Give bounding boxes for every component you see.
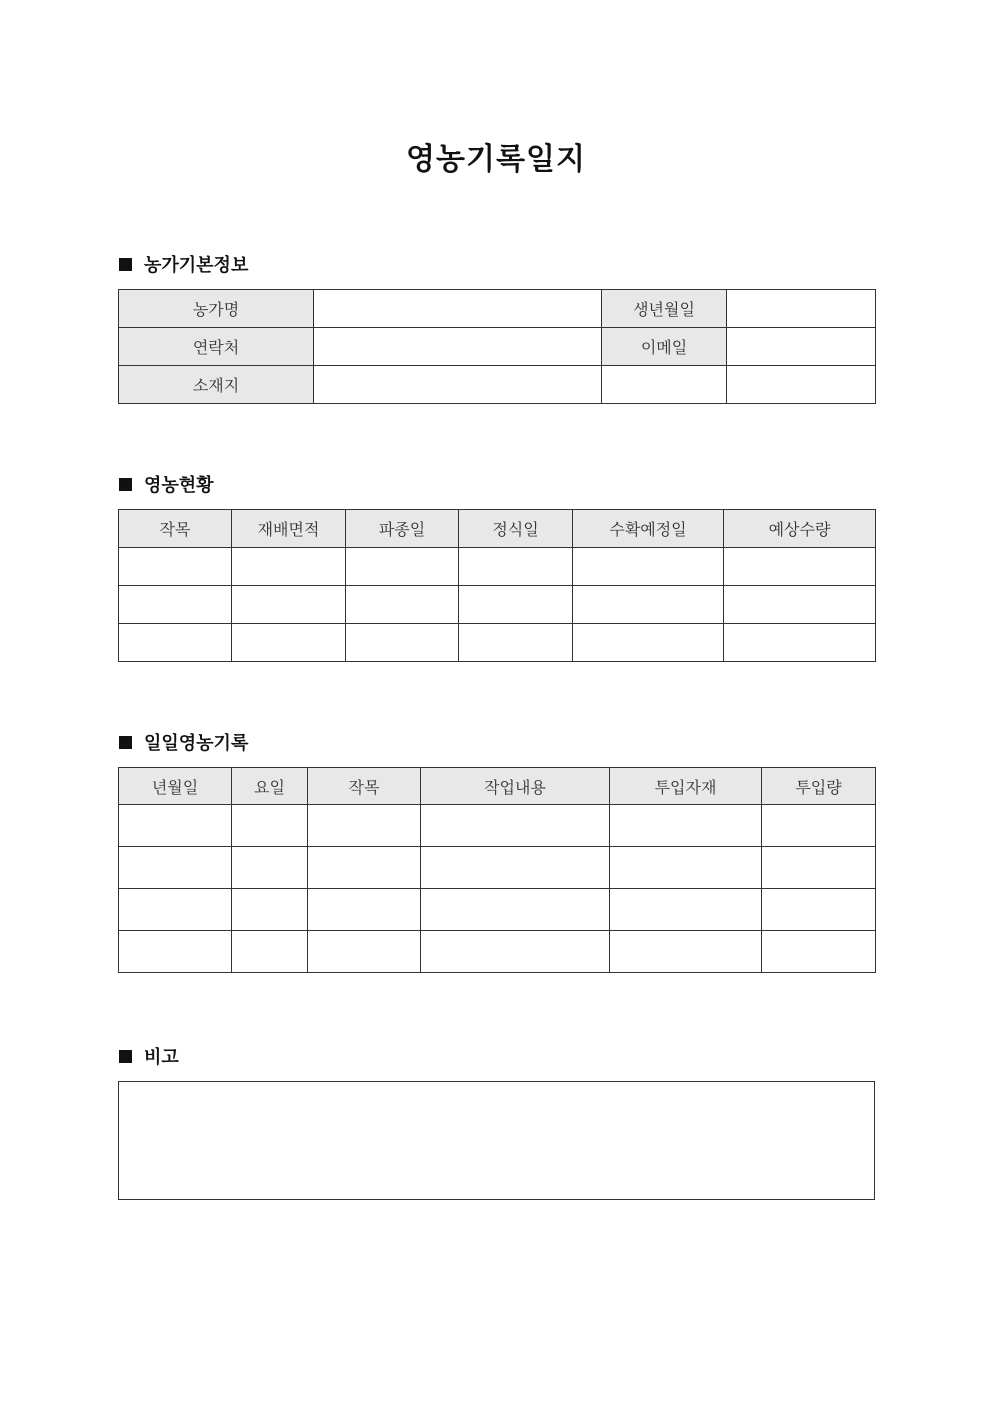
table-cell[interactable] [610, 931, 762, 973]
table-cell[interactable] [119, 931, 232, 973]
table-cell[interactable] [459, 586, 573, 624]
table-cell[interactable] [459, 624, 573, 662]
table-cell[interactable] [762, 847, 876, 889]
column-header: 재배면적 [232, 510, 346, 548]
square-bullet-icon [119, 1050, 132, 1063]
table-cell[interactable] [119, 847, 232, 889]
column-header: 수확예정일 [573, 510, 724, 548]
table-row [119, 328, 876, 366]
column-header: 년월일 [119, 768, 232, 805]
column-header: 작업내용 [421, 768, 610, 805]
birth-date-field[interactable] [727, 290, 876, 328]
table-cell[interactable] [119, 548, 232, 586]
table-cell[interactable] [119, 805, 232, 847]
column-header: 작목 [119, 510, 232, 548]
table-cell[interactable] [346, 624, 459, 662]
square-bullet-icon [119, 478, 132, 491]
table-row [119, 889, 876, 931]
blank-cell[interactable] [602, 366, 727, 404]
farm-name-field[interactable] [314, 290, 602, 328]
table-cell[interactable] [232, 847, 308, 889]
daily-record-table [118, 767, 876, 973]
basic-info-table [118, 289, 876, 404]
square-bullet-icon [119, 736, 132, 749]
table-cell[interactable] [573, 548, 724, 586]
table-cell[interactable] [119, 889, 232, 931]
column-header: 요일 [232, 768, 308, 805]
table-cell[interactable] [308, 889, 421, 931]
table-header-row [119, 510, 876, 548]
location-label: 소재지 [119, 366, 314, 404]
table-row [119, 366, 876, 404]
column-header: 투입량 [762, 768, 876, 805]
section-daily-label: 일일영농기록 [144, 733, 249, 754]
table-cell[interactable] [421, 847, 610, 889]
section-status-label: 영농현황 [144, 475, 214, 496]
table-row [119, 931, 876, 973]
table-cell[interactable] [346, 586, 459, 624]
column-header: 예상수량 [724, 510, 876, 548]
column-header: 파종일 [346, 510, 459, 548]
farm-name-label: 농가명 [119, 290, 314, 328]
table-cell[interactable] [421, 805, 610, 847]
table-row [119, 624, 876, 662]
table-cell[interactable] [232, 931, 308, 973]
table-cell[interactable] [232, 548, 346, 586]
table-cell[interactable] [610, 847, 762, 889]
table-cell[interactable] [232, 624, 346, 662]
contact-label: 연락처 [119, 328, 314, 366]
table-cell[interactable] [119, 624, 232, 662]
table-cell[interactable] [308, 805, 421, 847]
email-label: 이메일 [602, 328, 727, 366]
table-cell[interactable] [610, 805, 762, 847]
section-basic-info-label: 농가기본정보 [144, 255, 249, 276]
table-cell[interactable] [421, 889, 610, 931]
section-basic-info-heading [119, 252, 248, 276]
column-header: 작목 [308, 768, 421, 805]
table-cell[interactable] [119, 586, 232, 624]
table-cell[interactable] [724, 624, 876, 662]
location-field[interactable] [314, 366, 602, 404]
remarks-box[interactable] [118, 1081, 875, 1200]
table-cell[interactable] [573, 586, 724, 624]
table-cell[interactable] [421, 931, 610, 973]
section-remarks-heading [119, 1044, 179, 1068]
column-header: 정식일 [459, 510, 573, 548]
table-cell[interactable] [762, 931, 876, 973]
table-cell[interactable] [573, 624, 724, 662]
table-cell[interactable] [346, 548, 459, 586]
table-cell[interactable] [724, 586, 876, 624]
table-row [119, 805, 876, 847]
square-bullet-icon [119, 258, 132, 271]
section-daily-heading [119, 730, 248, 754]
section-status-heading [119, 472, 214, 496]
blank-cell[interactable] [727, 366, 876, 404]
table-cell[interactable] [724, 548, 876, 586]
table-row [119, 548, 876, 586]
table-row [119, 290, 876, 328]
table-cell[interactable] [232, 805, 308, 847]
farming-status-table [118, 509, 876, 662]
table-cell[interactable] [308, 847, 421, 889]
table-row [119, 847, 876, 889]
contact-field[interactable] [314, 328, 602, 366]
table-cell[interactable] [762, 889, 876, 931]
table-cell[interactable] [610, 889, 762, 931]
table-cell[interactable] [308, 931, 421, 973]
page-title: 영농기록일지 [406, 142, 586, 177]
table-header-row [119, 768, 876, 805]
table-cell[interactable] [232, 586, 346, 624]
column-header: 투입자재 [610, 768, 762, 805]
table-row [119, 586, 876, 624]
table-cell[interactable] [762, 805, 876, 847]
email-field[interactable] [727, 328, 876, 366]
birth-date-label: 생년월일 [602, 290, 727, 328]
section-remarks-label: 비고 [144, 1047, 179, 1068]
table-cell[interactable] [459, 548, 573, 586]
table-cell[interactable] [232, 889, 308, 931]
